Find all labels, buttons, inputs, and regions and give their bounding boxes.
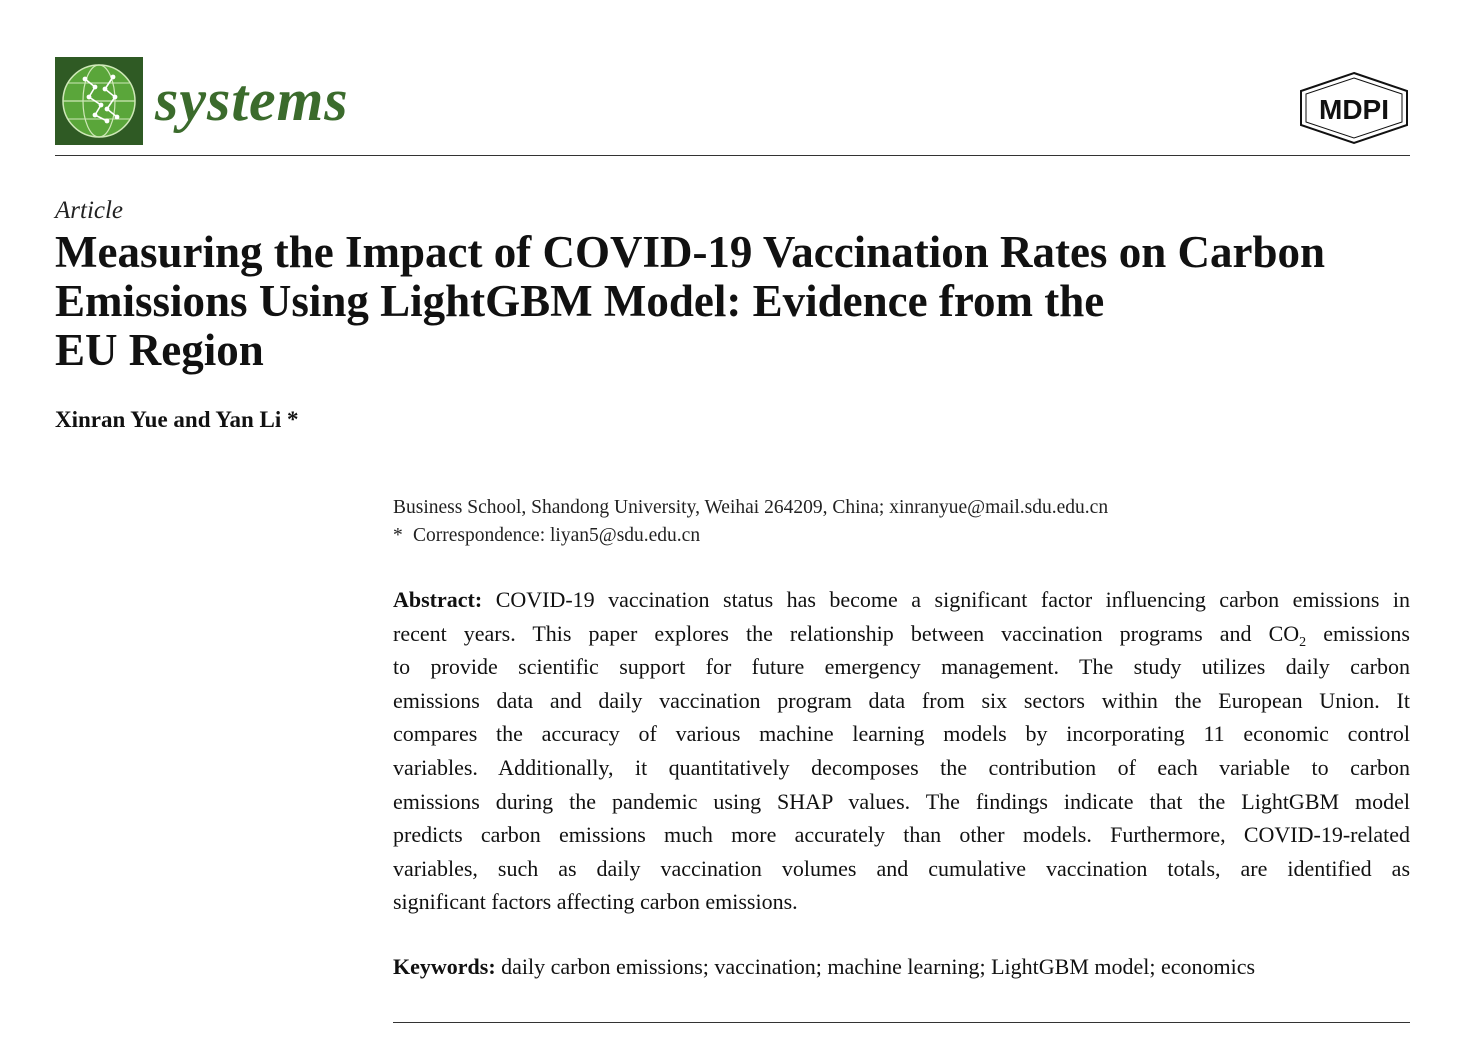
abstract-line (393, 583, 1410, 617)
article-title (55, 228, 1415, 375)
abstract-text: COVID-19 vaccination status has become a significant factor influencing carbon emissions in (495, 587, 1411, 612)
abstract-line: variables. Additionally, it quantitatively decomposes the contribution of each variable to carbon (393, 754, 1410, 780)
title-line: Measuring the Impact of COVID-19 Vaccination Rates on Carbon (55, 227, 1325, 277)
subscript: 2 (1299, 634, 1307, 650)
affiliations (393, 494, 1108, 550)
abstract-line: to provide scientific support for future emergency management. The study utilizes daily carbon (393, 654, 1410, 680)
abstract-text: emissions (1306, 620, 1410, 646)
keywords-text: daily carbon emissions; vaccination; machine learning; LightGBM model; economics (501, 954, 1256, 979)
section-divider (393, 1022, 1410, 1023)
abstract-line: compares the accuracy of various machine learning models by incorporating 11 economic control (393, 721, 1410, 747)
keywords (393, 951, 1255, 983)
abstract-line: significant factors affecting carbon emissions. (393, 889, 798, 915)
affiliation-line: Business School, Shandong University, Weihai 264209, China; xinranyue@mail.sdu.edu.cn (393, 497, 1109, 518)
abstract-line: emissions data and daily vaccination program data from six sectors within the European Union. It (393, 687, 1410, 713)
correspondence-line (393, 522, 1108, 550)
author-list: Xinran Yue and Yan Li * (55, 407, 299, 432)
title-line: EU Region (55, 325, 264, 375)
abstract-line: variables, such as daily vaccination volumes and cumulative vaccination totals, are identified as (393, 855, 1410, 881)
publisher-logo (1297, 70, 1411, 146)
globe-network-icon (55, 57, 143, 145)
header-divider (55, 155, 1410, 156)
abstract-line: emissions during the pandemic using SHAP values. The findings indicate that the LightGBM model (393, 788, 1410, 814)
abstract-text: recent years. This paper explores the relationship between vaccination programs and CO (393, 620, 1300, 646)
correspondence-text: Correspondence: liyan5@sdu.edu.cn (413, 525, 701, 546)
abstract-line (393, 617, 1410, 651)
keywords-label: Keywords: (393, 954, 496, 979)
article-type: Article (55, 197, 124, 224)
abstract-line: predicts carbon emissions much more accurately than other models. Furthermore, COVID-19-related (393, 822, 1410, 848)
publisher-name: MDPI (1319, 94, 1389, 125)
correspondence-marker: * (393, 525, 403, 546)
title-line: Emissions Using LightGBM Model: Evidence from the (55, 276, 1105, 326)
journal-name: systems (155, 67, 349, 133)
abstract-label: Abstract: (393, 587, 483, 612)
abstract (393, 583, 1410, 919)
